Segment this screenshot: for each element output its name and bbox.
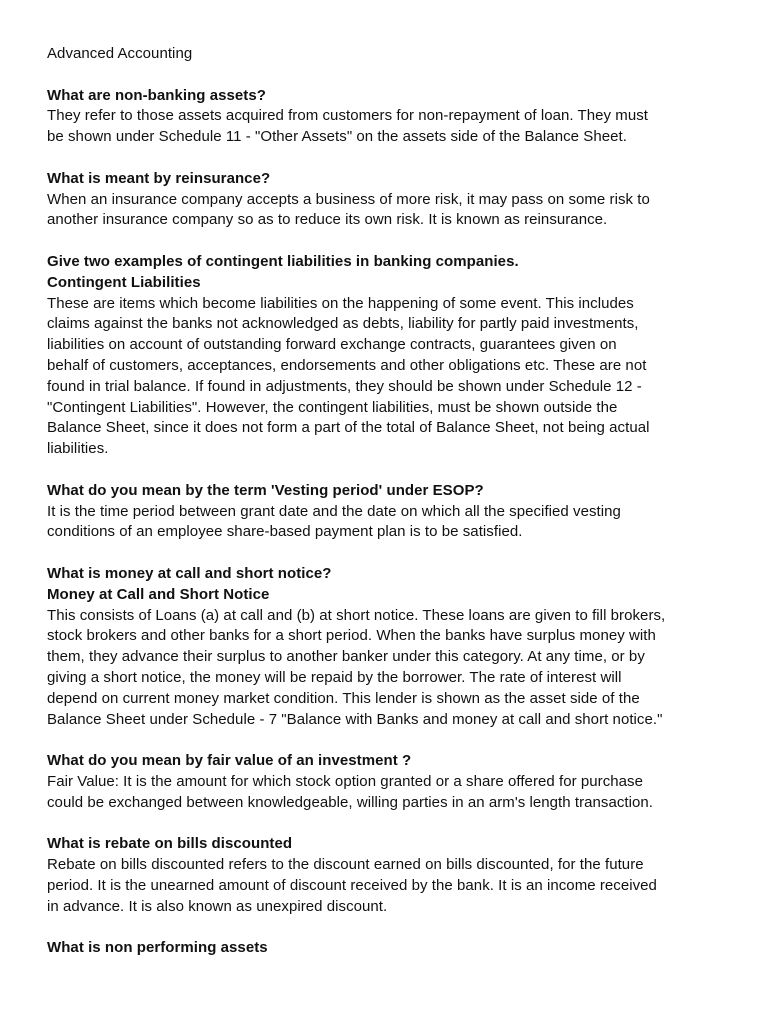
qa-section-vesting-period xyxy=(47,481,737,543)
answer-line: depend on current money market condition. This lender is shown as the asset side of the xyxy=(47,689,640,707)
question-heading: What are non-banking assets? xyxy=(47,86,266,104)
question-heading: What do you mean by the term 'Vesting period' under ESOP? xyxy=(47,481,484,499)
answer-line: found in trial balance. If found in adjustments, they should be shown under Schedule 12 - xyxy=(47,377,642,395)
answer-paragraph xyxy=(47,190,737,232)
question-heading: What is rebate on bills discounted xyxy=(47,835,293,853)
answer-paragraph xyxy=(47,294,737,460)
qa-section-money-at-call xyxy=(47,564,737,730)
answer-paragraph xyxy=(47,106,737,148)
question-heading: What is non performing assets xyxy=(47,939,268,957)
answer-paragraph xyxy=(47,772,737,814)
answer-line: These are items which become liabilities on the happening of some event. This includes xyxy=(47,294,634,312)
qa-section-reinsurance xyxy=(47,169,737,231)
answer-line: "Contingent Liabilities". However, the contingent liabilities, must be shown outside the xyxy=(47,398,618,416)
answer-paragraph xyxy=(47,502,737,544)
answer-line: Fair Value: It is the amount for which stock option granted or a share offered for purchase xyxy=(47,772,643,790)
answer-line: another insurance company so as to reduce its own risk. It is known as reinsurance. xyxy=(47,211,608,229)
answer-line: could be exchanged between knowledgeable, willing parties in an arm's length transaction. xyxy=(47,793,654,811)
answer-line: Balance Sheet under Schedule - 7 "Balance with Banks and money at call and short notice." xyxy=(47,710,663,728)
qa-section-non-banking-assets xyxy=(47,86,737,148)
answer-line: conditions of an employee share-based payment plan is to be satisfied. xyxy=(47,523,523,541)
answer-line: liabilities on account of outstanding forward exchange contracts, guarantees given on xyxy=(47,336,617,354)
qa-section-non-performing-assets xyxy=(47,938,737,959)
answer-paragraph xyxy=(47,606,737,731)
question-heading: Give two examples of contingent liabilities in banking companies. xyxy=(47,252,519,270)
answer-line: claims against the banks not acknowledged as debts, liability for partly paid investments, xyxy=(47,315,639,333)
answer-line: giving a short notice, the money will be repaid by the borrower. The rate of interest will xyxy=(47,668,622,686)
answer-line: It is the time period between grant date and the date on which all the specified vesting xyxy=(47,502,621,520)
qa-section-rebate-on-bills xyxy=(47,834,737,917)
document-title: Advanced Accounting xyxy=(47,45,193,62)
question-heading: What is meant by reinsurance? xyxy=(47,169,271,187)
qa-section-contingent-liabilities xyxy=(47,252,737,460)
answer-subheading: Contingent Liabilities xyxy=(47,273,201,291)
answer-line: When an insurance company accepts a business of more risk, it may pass on some risk to xyxy=(47,190,650,208)
answer-line: They refer to those assets acquired from customers for non-repayment of loan. They must xyxy=(47,107,649,125)
answer-line: Rebate on bills discounted refers to the discount earned on bills discounted, for the future xyxy=(47,856,644,874)
question-heading: What do you mean by fair value of an investment ? xyxy=(47,752,412,770)
answer-line: in advance. It is also known as unexpired discount. xyxy=(47,897,388,915)
qa-section-fair-value xyxy=(47,751,737,813)
answer-line: period. It is the unearned amount of discount received by the bank. It is an income received xyxy=(47,876,657,894)
question-heading: What is money at call and short notice? xyxy=(47,564,332,582)
answer-line: stock brokers and other banks for a short period. When the banks have surplus money with xyxy=(47,627,656,645)
answer-line: behalf of customers, acceptances, endorsements and other obligations etc. These are not xyxy=(47,356,647,374)
answer-line: Balance Sheet, since it does not form a part of the total of Balance Sheet, not being actual xyxy=(47,419,650,437)
answer-paragraph xyxy=(47,855,737,917)
answer-line: them, they advance their surplus to another banker under this category. At any time, or by xyxy=(47,648,645,666)
document-page xyxy=(47,44,737,980)
answer-line: be shown under Schedule 11 - "Other Assets" on the assets side of the Balance Sheet. xyxy=(47,128,627,146)
answer-subheading: Money at Call and Short Notice xyxy=(47,585,270,603)
answer-line: This consists of Loans (a) at call and (b) at short notice. These loans are given to fill brokers, xyxy=(47,606,666,624)
answer-line: liabilities. xyxy=(47,440,109,458)
